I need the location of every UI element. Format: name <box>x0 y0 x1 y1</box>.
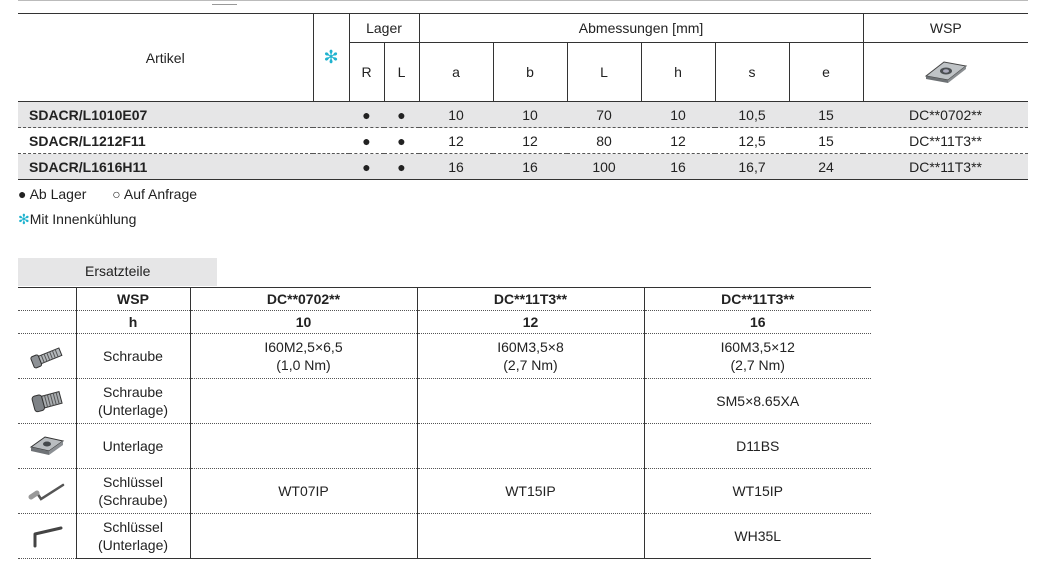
cell-h: 10 <box>641 102 715 128</box>
cell-e: 15 <box>789 128 863 154</box>
shim-screw-icon <box>18 379 76 424</box>
legend-auf-anfrage: ○ Auf Anfrage <box>112 186 198 202</box>
torx-key-icon <box>18 469 76 514</box>
cell-length: 80 <box>567 128 641 154</box>
col-header-s: s <box>715 43 789 102</box>
cell-length: 100 <box>567 154 641 180</box>
col-header-length: L <box>567 43 641 102</box>
cell-s: 10,5 <box>715 102 789 128</box>
cell-wsp: DC**11T3** <box>863 128 1028 154</box>
spare-row <box>18 469 871 514</box>
hex-key-icon <box>18 514 76 559</box>
part-value: I60M2,5×6,5 (1,0 Nm) <box>190 334 417 379</box>
cell-wsp: DC**11T3** <box>863 154 1028 180</box>
part-value: WT07IP <box>190 469 417 514</box>
artikel-cell: SDACR/L1212F11 <box>18 128 313 154</box>
cell-h: 16 <box>641 154 715 180</box>
legend-ab-lager: ● Ab Lager <box>18 186 87 202</box>
col-header-lager: Lager <box>349 14 419 43</box>
h-value: 16 <box>644 311 871 334</box>
h-value: 10 <box>190 311 417 334</box>
cell-e: 24 <box>789 154 863 180</box>
stock-l: ● <box>384 154 419 180</box>
col-header-wsp: WSP <box>863 14 1028 43</box>
spare-row-wsp <box>18 288 871 311</box>
legend-stock <box>18 186 197 202</box>
cell-a: 12 <box>419 128 493 154</box>
spare-parts-table <box>18 287 871 559</box>
spare-parts-tab <box>18 258 217 286</box>
cell-s: 12,5 <box>715 128 789 154</box>
spare-row-h <box>18 311 871 334</box>
col-header-h: h <box>641 43 715 102</box>
table-row <box>18 102 1028 128</box>
col-header-abmessungen: Abmessungen [mm] <box>419 14 863 43</box>
stock-r: ● <box>349 128 384 154</box>
part-name: Schlüssel (Schraube) <box>76 469 190 514</box>
cell-e: 15 <box>789 102 863 128</box>
part-name: Schlüssel (Unterlage) <box>76 514 190 559</box>
artikel-cell: SDACR/L1616H11 <box>18 154 313 180</box>
spare-row <box>18 424 871 469</box>
cooling-icon: ✻ <box>18 211 30 227</box>
cell-a: 10 <box>419 102 493 128</box>
h-value: 12 <box>417 311 644 334</box>
cell-wsp: DC**0702** <box>863 102 1028 128</box>
legend-cooling <box>18 211 136 228</box>
cell-b: 16 <box>493 154 567 180</box>
spare-row <box>18 334 871 379</box>
legend-innenkuehlung: Mit Innenkühlung <box>29 211 137 227</box>
screw-icon <box>18 334 76 379</box>
cell-h: 12 <box>641 128 715 154</box>
table-row <box>18 128 1028 154</box>
col-header-b: b <box>493 43 567 102</box>
stock-l: ● <box>384 102 419 128</box>
part-value <box>190 514 417 559</box>
part-value: WH35L <box>644 514 871 559</box>
col-header-a: a <box>419 43 493 102</box>
part-value: D11BS <box>644 424 871 469</box>
part-value <box>417 379 644 424</box>
cooling-header-icon: ✻ <box>313 14 349 102</box>
wsp-label: WSP <box>76 288 190 311</box>
cell-b: 10 <box>493 102 567 128</box>
insert-image <box>863 43 1028 102</box>
h-label: h <box>76 311 190 334</box>
stock-l: ● <box>384 128 419 154</box>
cell-s: 16,7 <box>715 154 789 180</box>
table-row <box>18 154 1028 180</box>
top-rule <box>18 0 1028 4</box>
part-name: Schraube (Unterlage) <box>76 379 190 424</box>
part-value <box>417 514 644 559</box>
col-header-l: L <box>384 43 419 102</box>
cell-a: 16 <box>419 154 493 180</box>
shim-icon <box>18 424 76 469</box>
cell-b: 12 <box>493 128 567 154</box>
part-value <box>190 424 417 469</box>
wsp-value: DC**0702** <box>190 288 417 311</box>
product-table <box>18 13 1028 180</box>
part-value: I60M3,5×12 (2,7 Nm) <box>644 334 871 379</box>
spare-parts-title: Ersatzteile <box>85 263 151 279</box>
cell-length: 70 <box>567 102 641 128</box>
part-value: WT15IP <box>417 469 644 514</box>
part-value: WT15IP <box>644 469 871 514</box>
stock-r: ● <box>349 102 384 128</box>
col-header-e: e <box>789 43 863 102</box>
part-value: I60M3,5×8 (2,7 Nm) <box>417 334 644 379</box>
header-fragment <box>212 0 237 5</box>
part-name: Schraube <box>76 334 190 379</box>
col-header-artikel: Artikel <box>18 14 313 102</box>
wsp-value: DC**11T3** <box>417 288 644 311</box>
part-value <box>417 424 644 469</box>
part-value <box>190 379 417 424</box>
spare-row <box>18 514 871 559</box>
part-value: SM5×8.65XA <box>644 379 871 424</box>
artikel-cell: SDACR/L1010E07 <box>18 102 313 128</box>
col-header-r: R <box>349 43 384 102</box>
stock-r: ● <box>349 154 384 180</box>
part-name: Unterlage <box>76 424 190 469</box>
wsp-value: DC**11T3** <box>644 288 871 311</box>
spare-row <box>18 379 871 424</box>
